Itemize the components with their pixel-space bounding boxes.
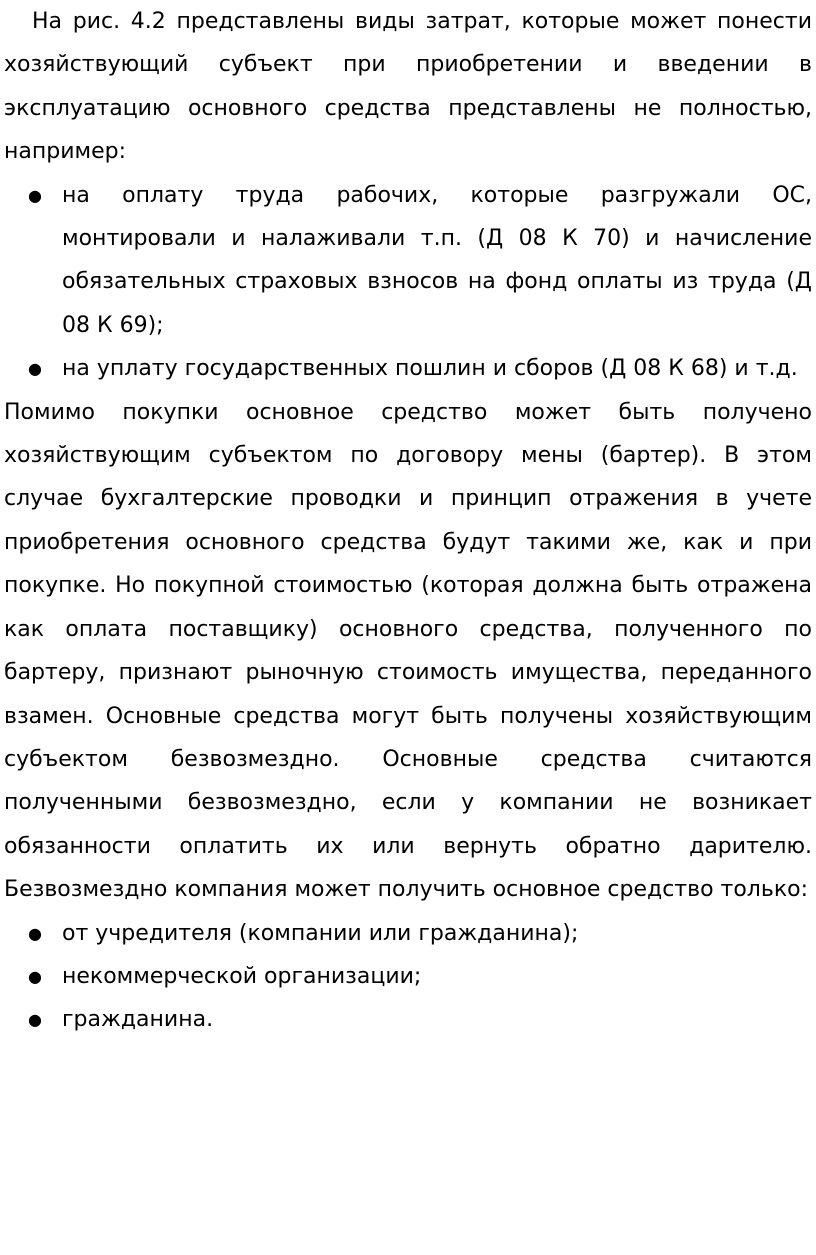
donor-list	[4, 912, 812, 1042]
barter-paragraph: Помимо покупки основное средство может быть получено хозяйствующим субъектом по договору мены (бартер). В этом случае бухгалтерские проводки и принцип отражения в учете приобретения основного средства будут такими же, как и при покупке. Но покупной стоимостью (которая должна быть отражена как оплата поставщику) основного средства, полученного по бартеру, признают рыночную стоимость имущества, переданного взамен. Основные средства могут быть получены хозяйствующим субъектом безвозмездно. Основные средства считаются полученными безвозмездно, если у компании не возникает обязанности оплатить их или вернуть обратно дарителю. Безвозмездно компания может получить основное средство только:	[4, 399, 812, 903]
list-item	[4, 347, 812, 390]
list-item	[4, 998, 812, 1041]
bullet-icon: ●	[28, 966, 42, 986]
list-item-text: некоммерческой организации;	[62, 963, 422, 989]
list-item-text: на оплату труда рабочих, которые разгружали ОС, монтировали и налаживали т.п. (Д 08 К 70) и начисление обязательных страховых взносов на фонд оплаты из труда (Д 08 К 69);	[62, 182, 812, 338]
intro-paragraph: На рис. 4.2 представлены виды затрат, которые может понести хозяйствующий субъект при приобретении и введении в эксплуатацию основного средства представлены не полностью, например:	[4, 9, 812, 165]
bullet-icon: ●	[28, 359, 42, 379]
bullet-icon: ●	[28, 923, 42, 943]
list-item-text: от учредителя (компании или гражданина);	[62, 920, 579, 946]
list-item	[4, 912, 812, 955]
list-item	[4, 174, 812, 348]
expense-list	[4, 174, 812, 391]
list-item-text: гражданина.	[62, 1007, 214, 1033]
bullet-icon: ●	[28, 185, 42, 205]
list-item	[4, 955, 812, 998]
bullet-icon: ●	[28, 1010, 42, 1030]
list-item-text: на уплату государственных пошлин и сборов (Д 08 К 68) и т.д.	[62, 356, 798, 382]
